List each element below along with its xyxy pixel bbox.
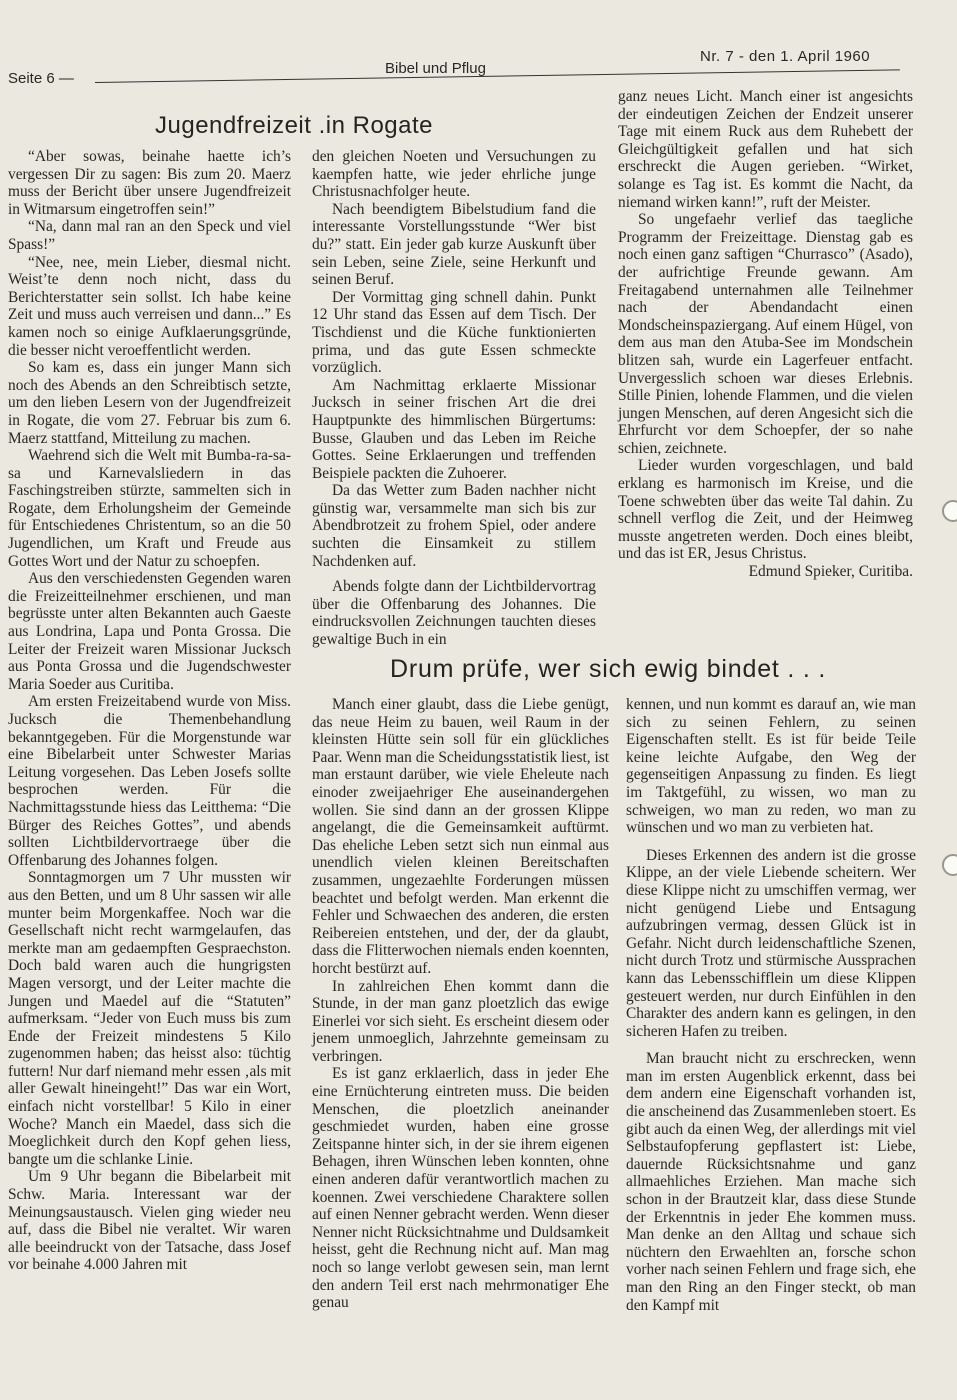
paragraph: “Aber sowas, beinahe haette ich’s vergessen Dir zu sagen: Bis zum 20. Maerz muss der Bericht über unsere Jugendfreizeit in Witmarsum eingetroffen sein!” (8, 148, 291, 218)
paragraph: Am ersten Freizeitabend wurde von Miss. Jucksch die Themenbehandlung bekanntgegeben. Für die Morgenstunde war eine Bibelarbeit unter Schwester Marias Leitung vorgesehen. Das Leben Josefs sollte besprochen werden. Für die Nachmittagsstunde hiess das Leitthema: “Die Bürger des Reiches Gottes”, und abends sollten Lichtbildervortraege über die Offenbarung des Johannes folgen. (8, 693, 291, 869)
article1-title: Jugendfreizeit .in Rogate (155, 112, 433, 139)
issue-date: Nr. 7 - den 1. April 1960 (700, 48, 871, 65)
paragraph: So ungefaehr verlief das taegliche Programm der Freizeittage. Dienstag gab es noch einen ganz saftigen “Churrasco” (Asado), der aufrichtige Freunde gewann. Am Freitagabend unternahmen alle Teilnehmer nach der Abendandacht einen Mondscheinspaziergang. Auf einem Hügel, von dem aus man den Atuba-See im Mondschein blitzen sah, wurde ein Lagerfeuer entfacht. Unvergesslich schoen war dieses Erlebnis. Stille Pinien, lohende Flammen, und die vielen jungen Menschen, auf deren Angesicht sich die Ehrfurcht vor dem Schoepfer, der so nahe schien, zeichnete. (618, 211, 913, 457)
article2-title: Drum prüfe, wer sich ewig bindet . . . (390, 655, 827, 683)
article2-column1 (312, 696, 609, 1312)
paragraph: Man braucht nicht zu erschrecken, wenn man im ersten Augenblick erkennt, dass bei dem andern eine Eigenschaft vorhanden ist, die anscheinend das Zusammenleben stoert. Es gibt auch da einen Weg, der allerdings mit viel Selbstaufopferung gepflastert ist: Liebe, dauernde Rücksichtsnahme und ganz allmaehliches Erziehen. Man mache sich schon in der Brautzeit klar, dass diese Stunde der Erkenntnis in jeder Ehe kommen muss. Man denke an den Alltag und schaue sich nüchtern den Erwaehlten an, forsche schon vorher nach seinen Fehlern und frage sich, ehe man den Ring an den Finger steckt, ob man den Kampf mit (626, 1050, 916, 1314)
paragraph: den gleichen Noeten und Versuchungen zu kaempfen hatte, wie jeder ehrliche junge Christusnachfolger heute. (312, 148, 596, 201)
article1-column1 (8, 148, 291, 1274)
paragraph: “Na, dann mal ran an den Speck und viel Spass!” (8, 218, 291, 253)
paragraph: Abends folgte dann der Lichtbildervortrag über die Offenbarung des Johannes. Die eindrucksvollen Zeichnungen tauchten dieses gewaltige Buch in ein (312, 578, 596, 649)
paragraph: Es ist ganz erklaerlich, dass in jeder Ehe eine Ernüchterung eintreten muss. Die beiden Menschen, die ploetzlich aneinander geschmiedet wurden, haben eine grosse Zeitspanne hinter sich, in der sie ihrem eigenen Behagen, ihren Wünschen leben konnten, ohne einen anderen dafür verantwortlich machen zu koennen. Zwei verschiedene Charaktere sollen auf einen Nenner gebracht werden. Wenn dieser Nenner nicht Rücksichtnahme und Duldsamkeit heisst, geht die Rechnung nicht auf. Man mag noch so lange verlobt gewesen sein, man lernt den andern Teil erst nach mehrmonatiger Ehe genau (312, 1065, 609, 1312)
article1-column2 (312, 148, 596, 649)
page-header (0, 0, 957, 90)
paragraph: Da das Wetter zum Baden nachher nicht günstig war, versammelte man sich bis zur Abendbrotzeit zu frohem Spiel, oder andere suchten die Einsamkeit zu stillem Nachdenken auf. (312, 482, 596, 570)
paragraph: Manch einer glaubt, dass die Liebe genügt, das neue Heim zu bauen, weil Raum in der kleinsten Hütte sein soll für ein glückliches Paar. Wenn man die Scheidungsstatistik liest, ist man erstaunt darüber, wie viele Eheleute nach einoder zweijaehriger Ehe auseinandergehen wollen. Sie sind dann an der grossen Klippe angelangt, die die Gemeinsamkeit auftürmt. Das eheliche Leben setzt sich nun einmal aus unendlich vielen kleinen Bereitschaften zusammen, ungezaehlte Forderungen müssen beachtet und befolgt werden. Man erkennt die Fehler und Schwaechen des anderen, die ersten Reibereien entstehen, und der, der da glaubt, dass die Flitterwochen niemals enden koennten, horcht bestürzt auf. (312, 696, 609, 977)
paragraph: “Nee, nee, mein Lieber, diesmal nicht. Weist’te denn noch nicht, dass du Berichterstatter sein sollst. Ich habe keine Zeit und muss auch verreisen und dann...” Es kamen noch so einige Aufklaerungsgründe, die besser nicht veroeffentlicht werden. (8, 253, 291, 359)
paragraph: Aus den verschiedensten Gegenden waren die Freizeitteilnehmer erschienen, und man begrüsste unter alten Bekannten auch Gaeste aus Londrina, Lapa und Ponta Grossa. Die Leiter der Freizeit waren Missionar Jucksch aus Ponta Grossa und die Jugendschwester Maria Soeder aus Curitiba. (8, 570, 291, 693)
publication-name: Bibel und Pflug (385, 60, 486, 77)
paragraph: Sonntagmorgen um 7 Uhr mussten wir aus den Betten, und um 8 Uhr sassen wir alle munter beim Morgenkaffee. Noch war die Gesellschaft nicht recht warmgelaufen, das merkte man am gedaempften Gespraechston. Doch bald waren auch die hungrigsten Magen versorgt, und der Leiter machte die Jungen und Maedel auf die “Statuten” aufmerksam. “Jeder von Euch muss bis zum Ende der Freizeit mindestens 5 Kilo zugenommen haben; das heisst also: tüchtig futtern! Nur darf niemand mehr essen ‚als mit aller Gewalt hineingeht!” Das war ein Wort, einfach nicht vorstellbar! 5 Kilo in einer Woche? Manch ein Maedel, dass sich die Moeglichkeit durch den Kopf gehen liess, bangte um die schlanke Linie. (8, 869, 291, 1168)
author-signature: Edmund Spieker, Curitiba. (748, 563, 913, 581)
article1-column3 (618, 88, 913, 581)
page-number: Seite 6 — (8, 70, 74, 87)
article2-column2 (626, 696, 916, 1314)
header-rule (95, 69, 900, 83)
punch-hole (942, 854, 957, 876)
paragraph: Am Nachmittag erklaerte Missionar Jucksch in seiner frischen Art die drei Hauptpunkte des himmlischen Bürgertums: Busse, Glauben und das Leben im Reiche Gottes. Seine Erklaerungen und treffenden Beispiele packten die Zuhoerer. (312, 376, 596, 482)
paragraph: Nach beendigtem Bibelstudium fand die interessante Vorstellungsstunde “Wer bist du?” statt. Ein jeder gab kurze Auskunft über sein Leben, seine Ziele, seine Herkunft und seinen Beruf. (312, 200, 596, 289)
paragraph: Lieder wurden vorgeschlagen, und bald erklang es harmonisch im Kreise, und die Toene schwebten über das weite Tal dahin. Zu schnell verflog die Zeit, und der Heimweg musste angetreten werden. Doch eines bleibt, und das ist ER, Jesus Christus. (618, 457, 913, 563)
paragraph: In zahlreichen Ehen kommt dann die Stunde, in der man ganz ploetzlich das ewige Einerlei vor sich sieht. Es erscheint diesem oder jenem unmoeglich, Jahrzehnte gemeinsam zu verbringen. (312, 977, 609, 1065)
paragraph: kennen, und nun kommt es darauf an, wie man sich zu seinen Fehlern, zu seinen Eigenschaften stellt. Es ist für beide Teile keine leichte Aufgabe, den Weg der gegenseitigen Anpassung zu finden. Es liegt im Taktgefühl, zu wissen, wo man zu schweigen, wo man zu reden, wo man zu wünschen und wo man zu verbieten hat. (626, 696, 916, 837)
paragraph: Um 9 Uhr begann die Bibelarbeit mit Schw. Maria. Interessant war der Meinungsaustausch. Vielen ging wieder neu auf, dass die Bibel nie veraltet. Wir waren alle beeindruckt von der Tatsache, dass Josef vor beinahe 4.000 Jahren mit (8, 1168, 291, 1274)
paragraph: Dieses Erkennen des andern ist die grosse Klippe, an der viele Liebende scheitern. Wer diese Klippe nicht zu umschiffen vermag, wer nicht genügend Liebe und Entsagung aufzubringen vermag, dessen Glück ist in Gefahr. Nicht durch leidenschaftliche Szenen, nicht durch Trotz und stürmische Aussprachen kann das Lebensschifflein um diese Klippen gesteuert werden, nur durch Einfühlen in den Charakter des andern kann es gelingen, in den sicheren Hafen zu treiben. (626, 846, 916, 1040)
paragraph: ganz neues Licht. Manch einer ist angesichts der eindeutigen Zeichen der Endzeit unserer Tage mit einem Ruck aus dem Ruhebett der Gleichgültigkeit gefallen und hat sich erschreckt die Augen gerieben. “Wirket, solange es Tag ist. Es kommt die Nacht, da niemand wirken kann!”, ruft der Meister. (618, 88, 913, 211)
paragraph: Der Vormittag ging schnell dahin. Punkt 12 Uhr stand das Essen auf dem Tisch. Der Tischdienst und die Küche funktionierten prima, und das gute Essen schmeckte vorzüglich. (312, 288, 596, 377)
paragraph: So kam es, dass ein junger Mann sich noch des Abends an den Schreibtisch setzte, um den lieben Lesern von der Jugendfreizeit in Rogate, die vom 27. Februar bis zum 6. Maerz stattfand, Mitteilung zu machen. (8, 359, 291, 447)
punch-hole (942, 500, 957, 522)
paragraph: Waehrend sich die Welt mit Bumba-ra-sa-sa und Karnevalsliedern in das Faschingstreiben stürzte, sammelten sich in Rogate, dem Erholungsheim der Gemeinde für Entschiedenes Christentum, so an die 50 Jugendlichen, um Kraft und Freude aus Gottes Wort und der Natur zu schoepfen. (8, 447, 291, 570)
